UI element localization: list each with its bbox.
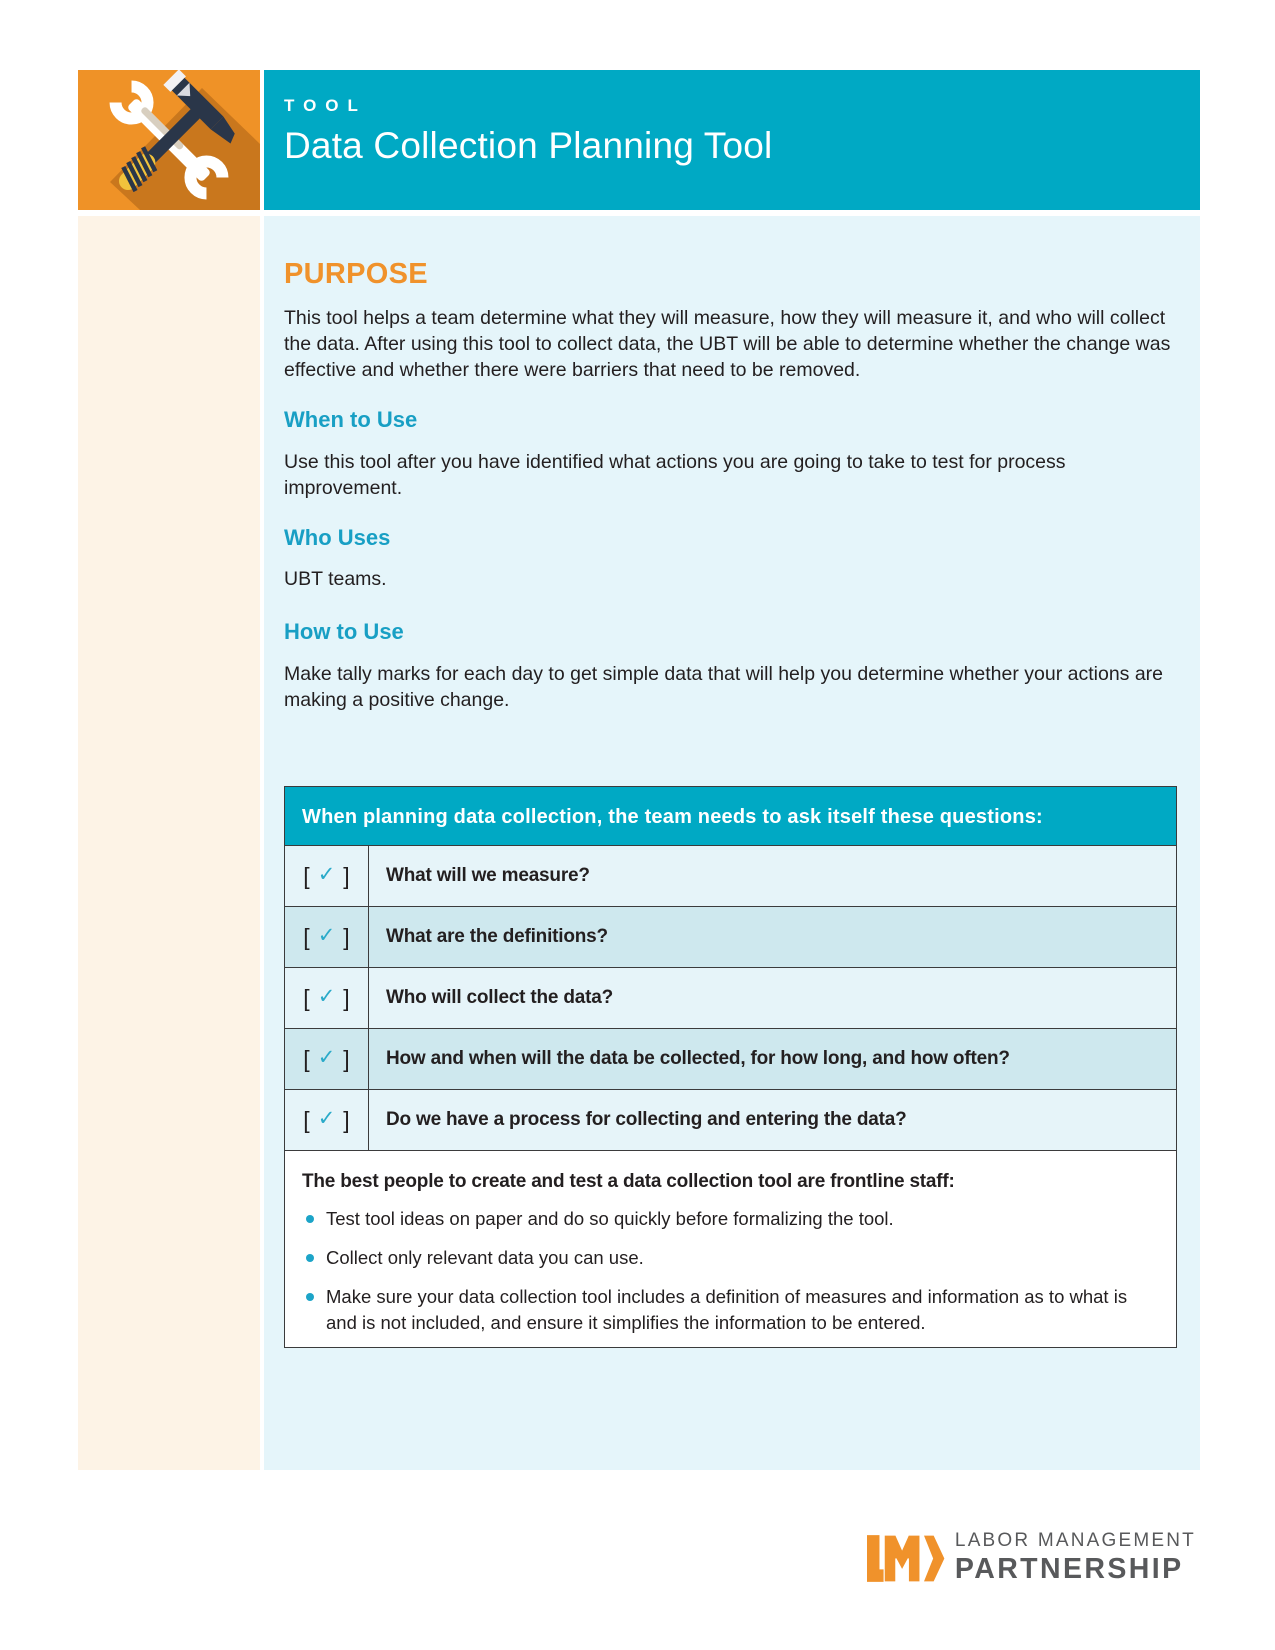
- lmp-logo: [867, 1530, 1196, 1586]
- checkmark-icon: ✓: [317, 923, 336, 947]
- bracket-open: [: [303, 862, 310, 889]
- checkbox[interactable]: [285, 907, 369, 967]
- logo-line2: PARTNERSHIP: [954, 1553, 1184, 1585]
- section-body-who-uses: UBT teams.: [284, 568, 387, 590]
- checkbox[interactable]: [285, 968, 369, 1028]
- frontline-staff-callout: [284, 1151, 1177, 1348]
- checkbox[interactable]: [285, 846, 369, 906]
- table-row: [284, 907, 1177, 968]
- list-item: [302, 1284, 1156, 1336]
- bracket-close: ]: [343, 1045, 350, 1072]
- logo-line1: LABOR MANAGEMENT: [954, 1530, 1196, 1551]
- checkmark-icon: ✓: [317, 1106, 336, 1130]
- table-row: [284, 968, 1177, 1029]
- purpose-heading: PURPOSE: [284, 258, 428, 290]
- checkbox[interactable]: [285, 1090, 369, 1150]
- question-text: Do we have a process for collecting and entering the data?: [386, 1109, 907, 1130]
- bullet-icon: [306, 1254, 314, 1262]
- checkmark-icon: ✓: [317, 862, 336, 886]
- bullet-icon: [306, 1215, 314, 1223]
- section-heading-when-to-use: When to Use: [284, 407, 418, 432]
- question-text: What are the definitions?: [386, 926, 608, 947]
- checkbox[interactable]: [285, 1029, 369, 1089]
- list-item: [302, 1245, 1156, 1271]
- page-title: Data Collection Planning Tool: [284, 125, 773, 166]
- checkmark-icon: ✓: [317, 984, 336, 1008]
- bracket-open: [: [303, 923, 310, 950]
- questions-table-header: When planning data collection, the team needs to ask itself these questions:: [284, 786, 1177, 846]
- section-heading-who-uses: Who Uses: [284, 525, 391, 550]
- list-item: [302, 1206, 1156, 1232]
- content-area: [264, 216, 1200, 1470]
- bracket-close: ]: [343, 923, 350, 950]
- bullet-text: Collect only relevant data you can use.: [326, 1247, 644, 1268]
- wrench-hammer-icon: [78, 70, 260, 210]
- bracket-close: ]: [343, 862, 350, 889]
- section-body-how-to-use: Make tally marks for each day to get simple data that will help you determine whether your actions are making a positive change.: [284, 663, 1164, 711]
- question-text: Who will collect the data?: [386, 987, 614, 1008]
- callout-heading: The best people to create and test a data collection tool are frontline staff:: [302, 1171, 955, 1192]
- checkmark-icon: ✓: [317, 1045, 336, 1069]
- tool-icon-box: [78, 70, 260, 210]
- sidebar-strip: [78, 216, 260, 1470]
- eyebrow-label: TOOL: [284, 96, 367, 115]
- bracket-open: [: [303, 1106, 310, 1133]
- lmp-logo-mark-icon: [867, 1535, 945, 1582]
- bullet-text: Test tool ideas on paper and do so quickly before formalizing the tool.: [326, 1208, 894, 1229]
- questions-table: [284, 786, 1177, 1348]
- section-body-when-to-use: Use this tool after you have identified what actions you are going to take to test for process improvement.: [284, 451, 1066, 499]
- purpose-body: This tool helps a team determine what they will measure, how they will measure it, and who will collect the data. After using this tool to collect data, the UBT will be able to determine whether the change was effective and whether there were barriers that need to be removed.: [284, 307, 1171, 381]
- header-banner: [264, 70, 1200, 210]
- table-row: [284, 846, 1177, 907]
- table-row: [284, 1029, 1177, 1090]
- bracket-open: [: [303, 1045, 310, 1072]
- section-heading-how-to-use: How to Use: [284, 619, 404, 644]
- bracket-open: [: [303, 984, 310, 1011]
- table-row: [284, 1090, 1177, 1151]
- bracket-close: ]: [343, 1106, 350, 1133]
- question-text: How and when will the data be collected, for how long, and how often?: [386, 1048, 1010, 1069]
- bracket-close: ]: [343, 984, 350, 1011]
- bullet-text: Make sure your data collection tool includes a definition of measures and information as to what is and is not included, and ensure it simplifies the information to be entered.: [326, 1286, 1128, 1333]
- bullet-icon: [306, 1293, 314, 1301]
- lmp-logo-text: [955, 1530, 1196, 1586]
- question-text: What will we measure?: [386, 865, 590, 886]
